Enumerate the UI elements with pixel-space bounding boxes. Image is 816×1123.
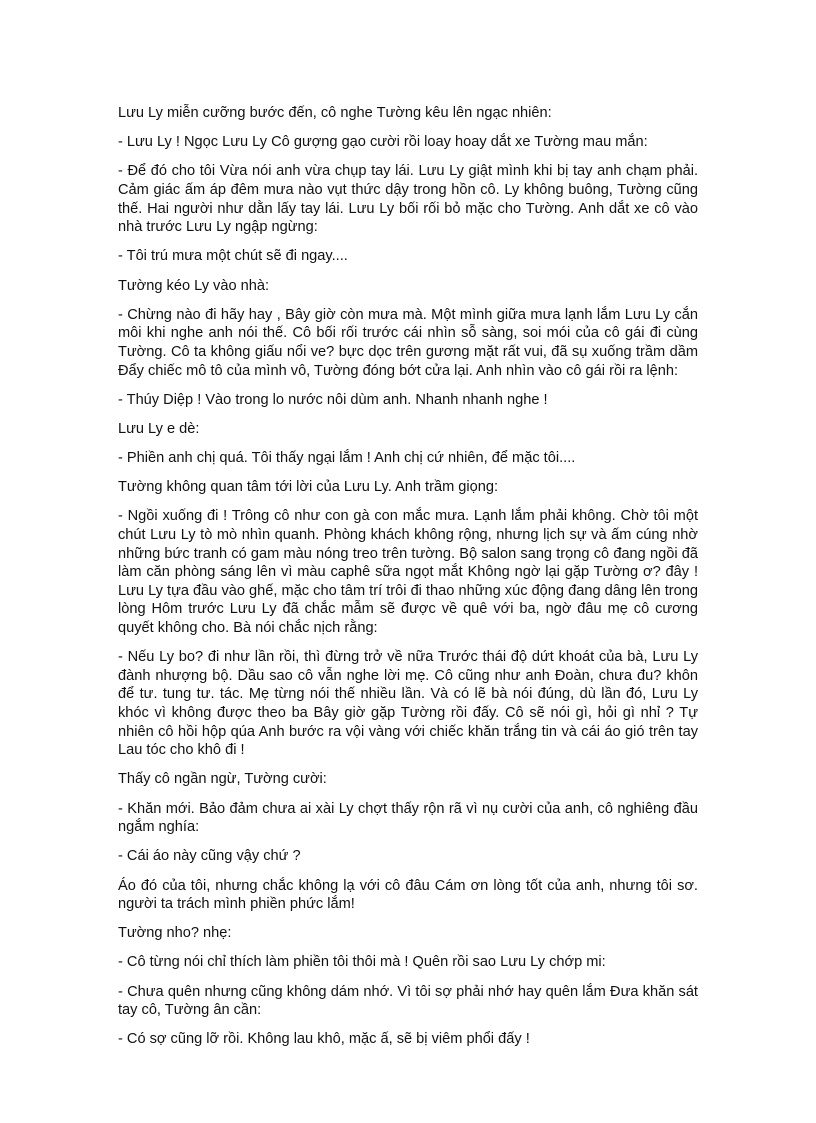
paragraph: Tường nho? nhẹ:: [118, 925, 232, 942]
paragraph: - Chưa quên nhưng cũng không dám nhớ. Vì tôi sợ phải nhớ hay quên lắm Đưa khăn sát tay cô, Tường ân cần:: [118, 983, 698, 1019]
paragraph: - Tôi trú mưa một chút sẽ đi ngay....: [118, 248, 348, 265]
paragraph: Tường không quan tâm tới lời của Lưu Ly. Anh trầm giọng:: [118, 479, 499, 496]
paragraph: - Cái áo này cũng vậy chứ ?: [118, 848, 301, 865]
paragraph: Lưu Ly e dè:: [118, 420, 200, 437]
paragraph: - Cô từng nói chỉ thích làm phiền tôi thôi mà ! Quên rồi sao Lưu Ly chớp mi:: [118, 954, 606, 971]
paragraph: Tường kéo Ly vào nhà:: [118, 277, 270, 294]
paragraph: - Phiền anh chị quá. Tôi thấy ngại lắm ! Anh chị cứ nhiên, để mặc tôi....: [118, 450, 576, 467]
paragraph: - Chừng nào đi hãy hay , Bây giờ còn mưa mà. Một mình giữa mưa lạnh lắm Lưu Ly cắn môi khi nghe anh nói thế. Cô bối rối trước cái nhìn sỗ sàng, soi mói của cô gái đi cùng Tường. Cô ta không giấu nổi ve? bực dọc trên gương mặt rất vui, đã sụ xuống trầm dầm Đẩy chiếc mô tô của mình vô, Tường đóng bớt cửa lại. Anh nhìn vào cô gái rồi ra lệnh:: [118, 306, 698, 379]
paragraph: - Nếu Ly bo? đi như lần rồi, thì đừng trở về nữa Trước thái độ dứt khoát của bà, Lưu Ly đành nhượng bộ. Dầu sao cô vẫn nghe lời mẹ. Cô cũng như anh Đoàn, chưa đu? khôn để tư. tung tư. tác. Mẹ từng nói thế nhiều lần. Và có lẽ bà nói đúng, dù lần đó, Lưu Ly khóc vì không được theo ba Bây giờ gặp Tường rồi đấy. Cô sẽ nói gì, hỏi gì nhỉ ? Tự nhiên cô hồi hộp qúa Anh bước ra vội vàng với chiếc khăn trắng tin và cái áo gió trên tay Lau tóc cho khô đi !: [118, 649, 698, 759]
paragraph: - Thúy Diệp ! Vào trong lo nước nôi dùm anh. Nhanh nhanh nghe !: [118, 391, 548, 408]
document-page: [118, 104, 698, 1060]
paragraph: - Lưu Ly ! Ngọc Lưu Ly Cô gượng gạo cười rồi loay hoay dắt xe Tường mau mắn:: [118, 134, 648, 151]
paragraph: Thấy cô ngần ngừ, Tường cười:: [118, 771, 327, 788]
paragraph: - Để đó cho tôi Vừa nói anh vừa chụp tay lái. Lưu Ly giật mình khi bị tay anh chạm phải. Cảm giác ấm áp đêm mưa nào vụt thức dậy trong hồn cô. Ly không buông, Tường cũng thế. Hai người như dằn lấy tay lái. Lưu Ly bối rối bỏ mặc cho Tường. Anh dắt xe cô vào nhà trước Lưu Ly ngập ngừng:: [118, 163, 698, 236]
paragraph: - Ngồi xuống đi ! Trông cô như con gà con mắc mưa. Lạnh lắm phải không. Chờ tôi một chút Lưu Ly tò mò nhìn quanh. Phòng khách không rộng, nhưng lịch sự và ấm cúng nhờ những bức tranh có gam màu nóng treo trên tường. Bộ salon sang trọng cô đang ngồi đã làm căn phòng sáng lên vì màu caphê sữa ngọt mắt Không ngờ lại gặp Tường ơ? đây ! Lưu Ly tựa đầu vào ghế, mặc cho tâm trí trôi đi thao những xúc động đang dâng lên trong lòng Hôm trước Lưu Ly đã chắc mẫm sẽ được về quê với ba, ngờ đâu mẹ cô cương quyết không cho. Bà nói chắc nịch rằng:: [118, 508, 698, 636]
paragraph: - Khăn mới. Bảo đảm chưa ai xài Ly chợt thấy rộn rã vì nụ cười của anh, cô nghiêng đầu ngắm nghía:: [118, 800, 698, 836]
paragraph: Lưu Ly miễn cưỡng bước đến, cô nghe Tường kêu lên ngạc nhiên:: [118, 105, 552, 121]
paragraph: - Có sợ cũng lỡ rồi. Không lau khô, mặc ấ, sẽ bị viêm phổi đấy !: [118, 1031, 530, 1048]
paragraph: Áo đó của tôi, nhưng chắc không lạ với cô đâu Cám ơn lòng tốt của anh, nhưng tôi sơ. người ta trách mình phiền phức lắm!: [118, 877, 698, 913]
